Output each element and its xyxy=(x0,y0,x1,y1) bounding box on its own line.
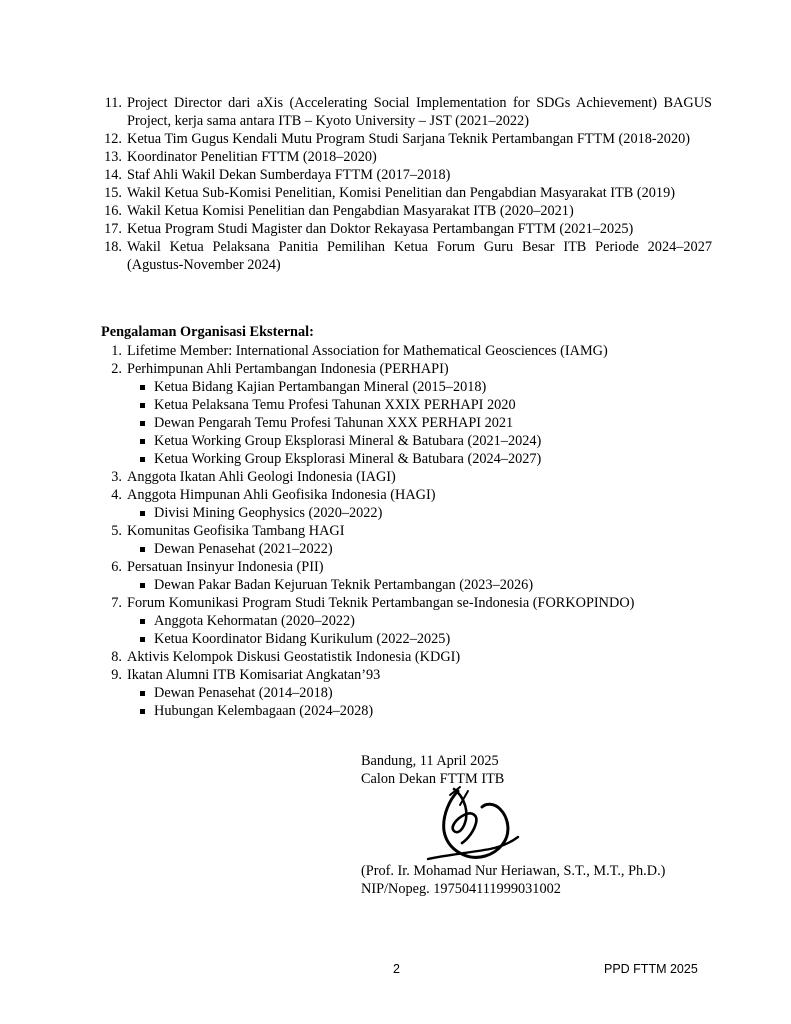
square-bullet-icon xyxy=(140,421,145,426)
sub-item-text: Ketua Working Group Eksplorasi Mineral & Batubara (2021–2024) xyxy=(154,433,542,449)
handwritten-signature-icon xyxy=(420,785,530,865)
sub-list xyxy=(127,540,712,558)
sub-list xyxy=(127,684,712,720)
item-number: 11. xyxy=(104,95,122,111)
sub-list-item xyxy=(127,414,712,432)
item-text: Persatuan Insinyur Indonesia (PII) xyxy=(127,559,324,575)
sub-item-text: Dewan Pakar Badan Kejuruan Teknik Pertambangan (2023–2026) xyxy=(154,577,534,593)
item-number: 15. xyxy=(104,185,122,201)
list-item xyxy=(100,94,712,130)
sub-item-text: Ketua Pelaksana Temu Profesi Tahunan XXIX PERHAPI 2020 xyxy=(154,397,516,413)
list-item xyxy=(100,342,712,360)
item-text: Anggota Himpunan Ahli Geofisika Indonesia (HAGI) xyxy=(127,487,436,503)
signature-header xyxy=(361,752,504,788)
list-item xyxy=(100,220,712,238)
list-item xyxy=(100,202,712,220)
sub-item-text: Ketua Koordinator Bidang Kurikulum (2022–2025) xyxy=(154,631,451,647)
item-number: 9. xyxy=(111,667,122,683)
signatory-role: Calon Dekan FTTM ITB xyxy=(361,771,505,787)
sub-list-item xyxy=(127,576,712,594)
sub-list-item xyxy=(127,450,712,468)
item-text: Komunitas Geofisika Tambang HAGI xyxy=(127,523,345,539)
sub-list-item xyxy=(127,684,712,702)
section-heading: Pengalaman Organisasi Eksternal: xyxy=(101,324,314,340)
footer-doc-label: PPD FTTM 2025 xyxy=(604,962,698,976)
item-number: 4. xyxy=(111,487,122,503)
square-bullet-icon xyxy=(140,457,145,462)
item-text: Perhimpunan Ahli Pertambangan Indonesia (PERHAPI) xyxy=(127,361,449,377)
square-bullet-icon xyxy=(140,439,145,444)
item-number: 3. xyxy=(111,469,122,485)
place-date: Bandung, 11 April 2025 xyxy=(361,753,499,769)
signatory-details xyxy=(361,862,665,898)
list-item xyxy=(100,666,712,720)
sub-list xyxy=(127,612,712,648)
sub-list-item xyxy=(127,504,712,522)
page-number: 2 xyxy=(393,962,400,976)
item-number: 16. xyxy=(104,203,122,219)
internal-experience-list xyxy=(100,94,712,274)
sub-list-item xyxy=(127,396,712,414)
list-item xyxy=(100,558,712,594)
sub-list-item xyxy=(127,612,712,630)
list-item xyxy=(100,522,712,558)
item-text: Ketua Program Studi Magister dan Doktor Rekayasa Pertambangan FTTM (2021–2025) xyxy=(127,221,634,237)
item-number: 12. xyxy=(104,131,122,147)
sub-list-item xyxy=(127,432,712,450)
item-text: Wakil Ketua Sub-Komisi Penelitian, Komisi Penelitian dan Pengabdian Masyarakat ITB (2019) xyxy=(127,185,675,201)
item-number: 13. xyxy=(104,149,122,165)
item-text: Aktivis Kelompok Diskusi Geostatistik Indonesia (KDGI) xyxy=(127,649,461,665)
item-text: Ikatan Alumni ITB Komisariat Angkatan’93 xyxy=(127,667,381,683)
item-text: Wakil Ketua Pelaksana Panitia Pemilihan Ketua Forum Guru Besar ITB Periode 2024–2027 (Agustus-November 2024) xyxy=(127,239,712,273)
list-item xyxy=(100,238,712,274)
item-text: Staf Ahli Wakil Dekan Sumberdaya FTTM (2017–2018) xyxy=(127,167,451,183)
sub-item-text: Divisi Mining Geophysics (2020–2022) xyxy=(154,505,383,521)
list-item xyxy=(100,594,712,648)
item-text: Wakil Ketua Komisi Penelitian dan Pengabdian Masyarakat ITB (2020–2021) xyxy=(127,203,574,219)
sub-list-item xyxy=(127,540,712,558)
list-item xyxy=(100,468,712,486)
sub-list-item xyxy=(127,630,712,648)
list-item xyxy=(100,360,712,468)
item-number: 8. xyxy=(111,649,122,665)
sub-list-item xyxy=(127,378,712,396)
item-text: Forum Komunikasi Program Studi Teknik Pertambangan se-Indonesia (FORKOPINDO) xyxy=(127,595,635,611)
item-number: 2. xyxy=(111,361,122,377)
list-item xyxy=(100,184,712,202)
signatory-name: (Prof. Ir. Mohamad Nur Heriawan, S.T., M.T., Ph.D.) xyxy=(361,863,666,879)
external-experience-list xyxy=(100,342,712,720)
square-bullet-icon xyxy=(140,583,145,588)
sub-item-text: Ketua Working Group Eksplorasi Mineral & Batubara (2024–2027) xyxy=(154,451,542,467)
item-number: 14. xyxy=(104,167,122,183)
sub-item-text: Ketua Bidang Kajian Pertambangan Mineral (2015–2018) xyxy=(154,379,487,395)
list-item xyxy=(100,486,712,522)
list-item xyxy=(100,148,712,166)
square-bullet-icon xyxy=(140,619,145,624)
sub-list xyxy=(127,378,712,468)
list-item xyxy=(100,648,712,666)
item-text: Project Director dari aXis (Accelerating Social Implementation for SDGs Achievement) BAGUS Project, kerja sama antara ITB – Kyoto University – JST (2021–2022) xyxy=(127,95,712,129)
sub-item-text: Dewan Penasehat (2021–2022) xyxy=(154,541,333,557)
item-text: Anggota Ikatan Ahli Geologi Indonesia (IAGI) xyxy=(127,469,396,485)
square-bullet-icon xyxy=(140,637,145,642)
sub-list xyxy=(127,576,712,594)
item-number: 6. xyxy=(111,559,122,575)
list-item xyxy=(100,130,712,148)
square-bullet-icon xyxy=(140,511,145,516)
square-bullet-icon xyxy=(140,709,145,714)
sub-item-text: Hubungan Kelembagaan (2024–2028) xyxy=(154,703,374,719)
item-number: 1. xyxy=(111,343,122,359)
sub-item-text: Anggota Kehormatan (2020–2022) xyxy=(154,613,355,629)
item-number: 18. xyxy=(104,239,122,255)
square-bullet-icon xyxy=(140,403,145,408)
sub-item-text: Dewan Penasehat (2014–2018) xyxy=(154,685,333,701)
item-number: 7. xyxy=(111,595,122,611)
sub-list-item xyxy=(127,702,712,720)
square-bullet-icon xyxy=(140,385,145,390)
item-text: Lifetime Member: International Association for Mathematical Geosciences (IAMG) xyxy=(127,343,608,359)
item-number: 17. xyxy=(104,221,122,237)
item-number: 5. xyxy=(111,523,122,539)
item-text: Koordinator Penelitian FTTM (2018–2020) xyxy=(127,149,377,165)
sub-list xyxy=(127,504,712,522)
square-bullet-icon xyxy=(140,691,145,696)
sub-item-text: Dewan Pengarah Temu Profesi Tahunan XXX PERHAPI 2021 xyxy=(154,415,514,431)
item-text: Ketua Tim Gugus Kendali Mutu Program Studi Sarjana Teknik Pertambangan FTTM (2018-2020) xyxy=(127,131,691,147)
signatory-nip: NIP/Nopeg. 197504111999031002 xyxy=(361,881,561,897)
list-item xyxy=(100,166,712,184)
square-bullet-icon xyxy=(140,547,145,552)
